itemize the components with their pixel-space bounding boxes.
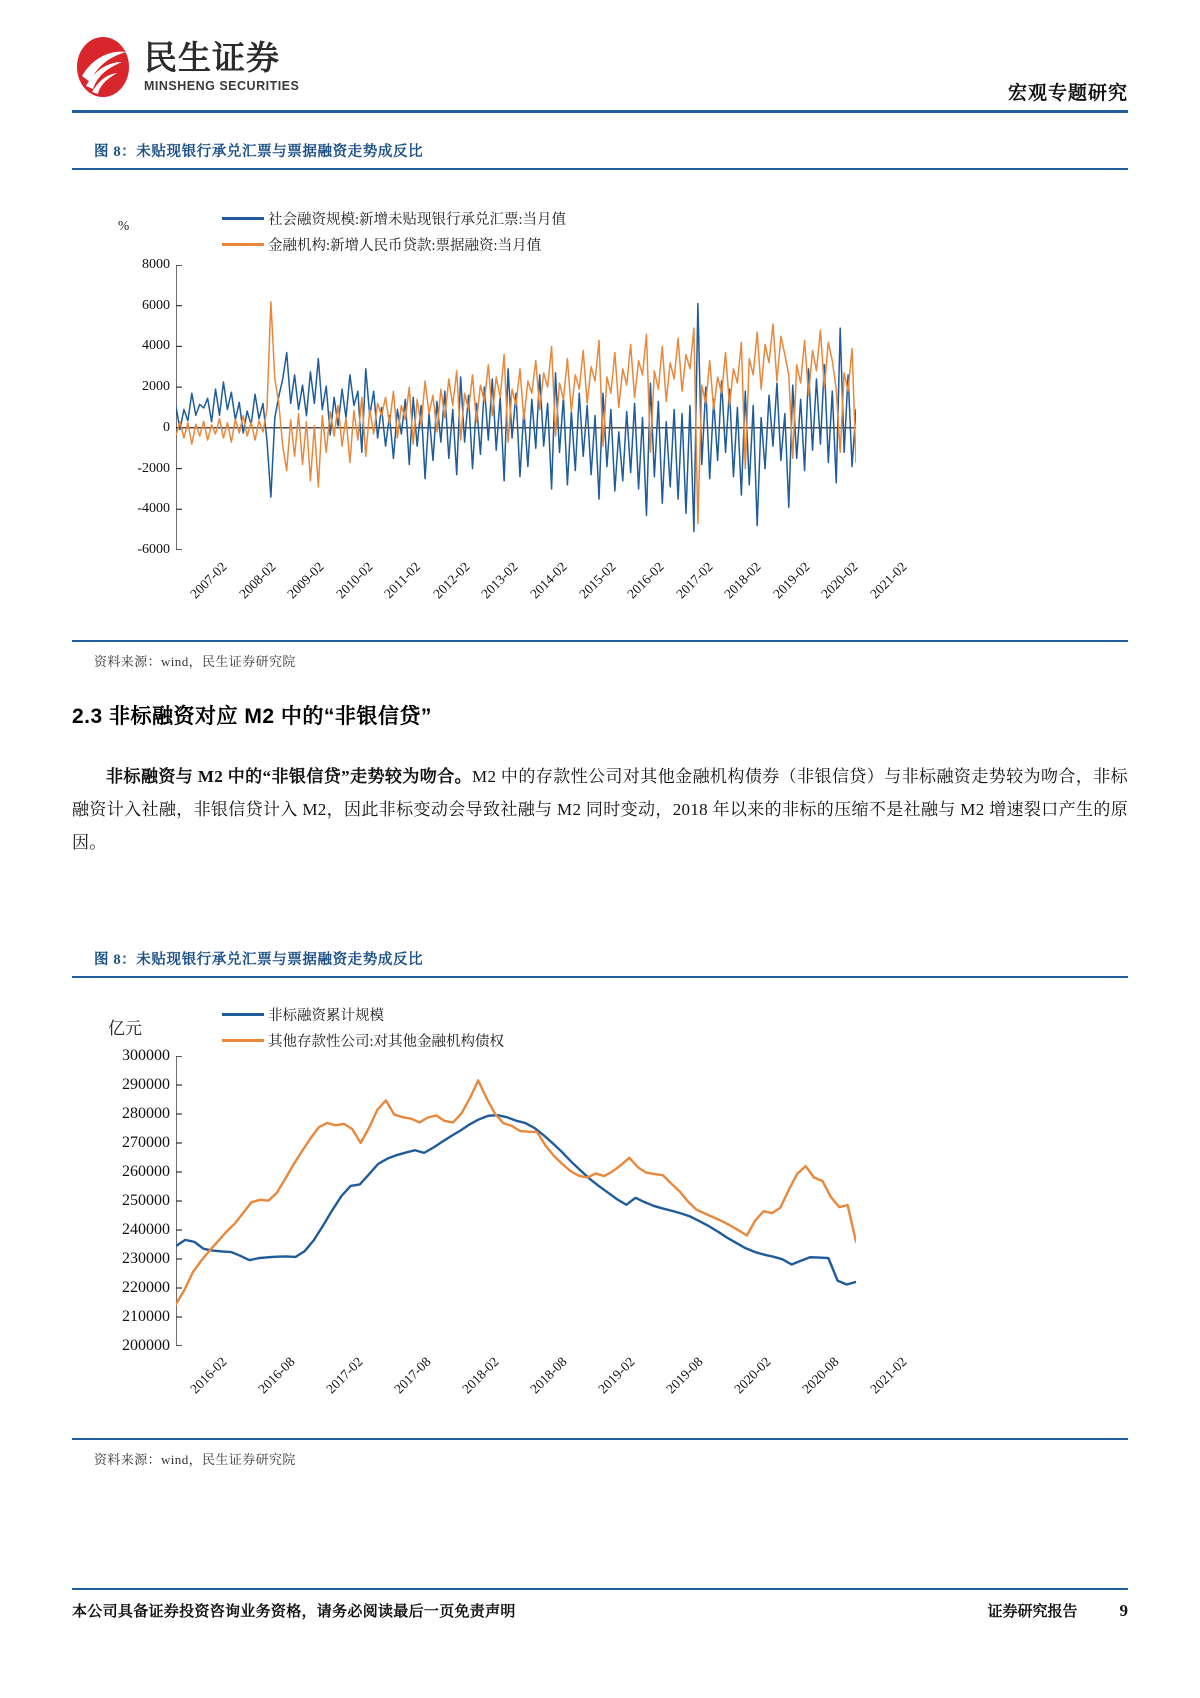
y-axis-tick-label: 300000 bbox=[122, 1047, 170, 1064]
page-number: 9 bbox=[1119, 1600, 1128, 1620]
x-axis-tick-label: 2020-02 bbox=[818, 559, 862, 602]
y-axis-tick-label: -2000 bbox=[137, 460, 170, 476]
y-axis-tick-label: 290000 bbox=[122, 1076, 170, 1093]
x-axis-tick-label: 2016-08 bbox=[255, 1354, 298, 1397]
y-axis-tick-label: 8000 bbox=[142, 257, 170, 272]
x-axis-tick-label: 2021-02 bbox=[867, 1354, 910, 1397]
x-axis-tick-label: 2014-02 bbox=[527, 559, 570, 602]
x-axis-tick-label: 2009-02 bbox=[284, 559, 327, 602]
section-heading-2-3: 2.3 非标融资对应 M2 中的“非银信贷” bbox=[72, 705, 432, 728]
x-axis-tick-label: 2016-02 bbox=[187, 1354, 230, 1397]
x-axis-tick-label: 2020-02 bbox=[731, 1354, 774, 1397]
legend-swatch-series-1 bbox=[222, 217, 264, 220]
y-axis-tick-label: 4000 bbox=[142, 338, 170, 354]
figure-1-plot bbox=[176, 265, 856, 550]
y-axis-tick-label: 0 bbox=[163, 419, 170, 435]
legend-item bbox=[222, 208, 566, 229]
figure-2-source: 资料来源：wind，民生证券研究院 bbox=[94, 1452, 296, 1467]
legend-swatch-series-1 bbox=[222, 1013, 264, 1016]
figure-1-legend bbox=[222, 208, 566, 260]
x-axis-tick-label: 2018-08 bbox=[527, 1354, 570, 1397]
x-axis-tick-label: 2010-02 bbox=[332, 559, 376, 602]
legend-item bbox=[222, 1030, 504, 1051]
x-axis-tick-label: 2019-02 bbox=[770, 559, 813, 602]
legend-label-series-2: 其他存款性公司:对其他金融机构债权 bbox=[268, 1034, 505, 1050]
y-axis-tick-label: 230000 bbox=[122, 1250, 170, 1267]
footer-report-label: 证券研究报告 bbox=[987, 1604, 1078, 1620]
report-type-label: 宏观专题研究 bbox=[1007, 83, 1128, 104]
y-axis-tick-label: 250000 bbox=[122, 1192, 170, 1209]
footer-divider bbox=[72, 1588, 1128, 1590]
x-axis-tick-label: 2019-02 bbox=[595, 1354, 638, 1397]
x-axis-tick-label: 2016-02 bbox=[624, 559, 667, 602]
legend-item bbox=[222, 1004, 504, 1025]
figure-1-y-unit: % bbox=[118, 218, 130, 233]
x-axis-tick-label: 2020-08 bbox=[799, 1354, 842, 1397]
y-axis-tick-label: -4000 bbox=[137, 501, 170, 517]
x-axis-tick-label: 2017-08 bbox=[391, 1354, 434, 1397]
x-axis-tick-label: 2017-02 bbox=[672, 559, 716, 602]
x-axis-tick-label: 2021-02 bbox=[867, 559, 910, 602]
figure-1-chart bbox=[72, 170, 1128, 640]
legend-label-series-1: 非标融资累计规模 bbox=[268, 1008, 384, 1024]
x-axis-tick-label: 2018-02 bbox=[459, 1354, 502, 1397]
x-axis-tick-label: 2011-02 bbox=[381, 559, 424, 602]
y-axis-tick-label: 2000 bbox=[142, 379, 170, 395]
y-axis-tick-label: 270000 bbox=[122, 1134, 170, 1151]
figure-1-x-axis bbox=[176, 555, 910, 635]
y-axis-tick-label: 210000 bbox=[122, 1308, 170, 1325]
legend-swatch-series-2 bbox=[222, 1039, 264, 1042]
figure-2-x-axis bbox=[176, 1350, 910, 1430]
x-axis-tick-label: 2019-08 bbox=[663, 1354, 706, 1397]
legend-label-series-1: 社会融资规模:新增未贴现银行承兑汇票:当月值 bbox=[268, 212, 567, 228]
paragraph-lead-bold: 非标融资与 M2 中的“非银信贷”走势较为吻合。 bbox=[106, 767, 473, 786]
figure-1-title: 图 8：未贴现银行承兑汇票与票据融资走势成反比 bbox=[94, 144, 424, 160]
x-axis-tick-label: 2018-02 bbox=[721, 559, 764, 602]
section-paragraph bbox=[72, 760, 1128, 859]
page-header bbox=[0, 0, 1200, 112]
x-axis-tick-label: 2008-02 bbox=[235, 559, 279, 602]
x-axis-tick-label: 2012-02 bbox=[430, 559, 473, 602]
company-logo bbox=[72, 36, 299, 98]
y-axis-tick-label: 6000 bbox=[142, 297, 170, 313]
y-axis-tick-label: 260000 bbox=[122, 1163, 170, 1180]
legend-item bbox=[222, 234, 566, 255]
figure-1-source: 资料来源：wind，民生证券研究院 bbox=[94, 654, 296, 669]
paragraph-body: M2 中的存款性公司对其他金融机构债券（非银信贷）与非标融资走势较为吻合，非标融资计入社融，非银信贷计入 M2，因此非标变动会导致社融与 M2 同时变动，2018 年以来的非标的压缩不是社融与 M2 增速裂口产生的原因。 bbox=[72, 767, 1128, 852]
y-axis-tick-label: -6000 bbox=[137, 542, 170, 557]
figure-1 bbox=[72, 140, 1128, 670]
figure-2-y-unit: 亿元 bbox=[108, 1019, 142, 1038]
header-divider bbox=[72, 110, 1128, 113]
x-axis-tick-label: 2013-02 bbox=[478, 559, 522, 602]
y-axis-tick-label: 200000 bbox=[122, 1337, 170, 1354]
figure-2-title: 图 8：未贴现银行承兑汇票与票据融资走势成反比 bbox=[94, 952, 424, 968]
figure-1-bottom-rule bbox=[72, 640, 1128, 642]
figure-2-plot bbox=[176, 1056, 856, 1346]
y-axis-tick-label: 280000 bbox=[122, 1105, 170, 1122]
figure-2-chart bbox=[72, 978, 1128, 1438]
x-axis-tick-label: 2015-02 bbox=[575, 559, 619, 602]
logo-text-chinese: 民生证券 bbox=[144, 39, 280, 76]
legend-swatch-series-2 bbox=[222, 243, 264, 246]
figure-2-legend bbox=[222, 1004, 504, 1056]
figure-2 bbox=[72, 948, 1128, 1468]
figure-2-bottom-rule bbox=[72, 1438, 1128, 1440]
footer-disclaimer: 本公司具备证券投资咨询业务资格，请务必阅读最后一页免责声明 bbox=[72, 1604, 516, 1620]
y-axis-tick-label: 240000 bbox=[122, 1221, 170, 1238]
page-footer bbox=[72, 1600, 1128, 1621]
x-axis-tick-label: 2017-02 bbox=[323, 1354, 366, 1397]
logo-text-english: MINSHENG SECURITIES bbox=[144, 79, 300, 93]
legend-label-series-2: 金融机构:新增人民币贷款:票据融资:当月值 bbox=[268, 238, 542, 254]
minsheng-oval-logo bbox=[72, 36, 134, 98]
x-axis-tick-label: 2007-02 bbox=[187, 559, 230, 602]
y-axis-tick-label: 220000 bbox=[122, 1279, 170, 1296]
